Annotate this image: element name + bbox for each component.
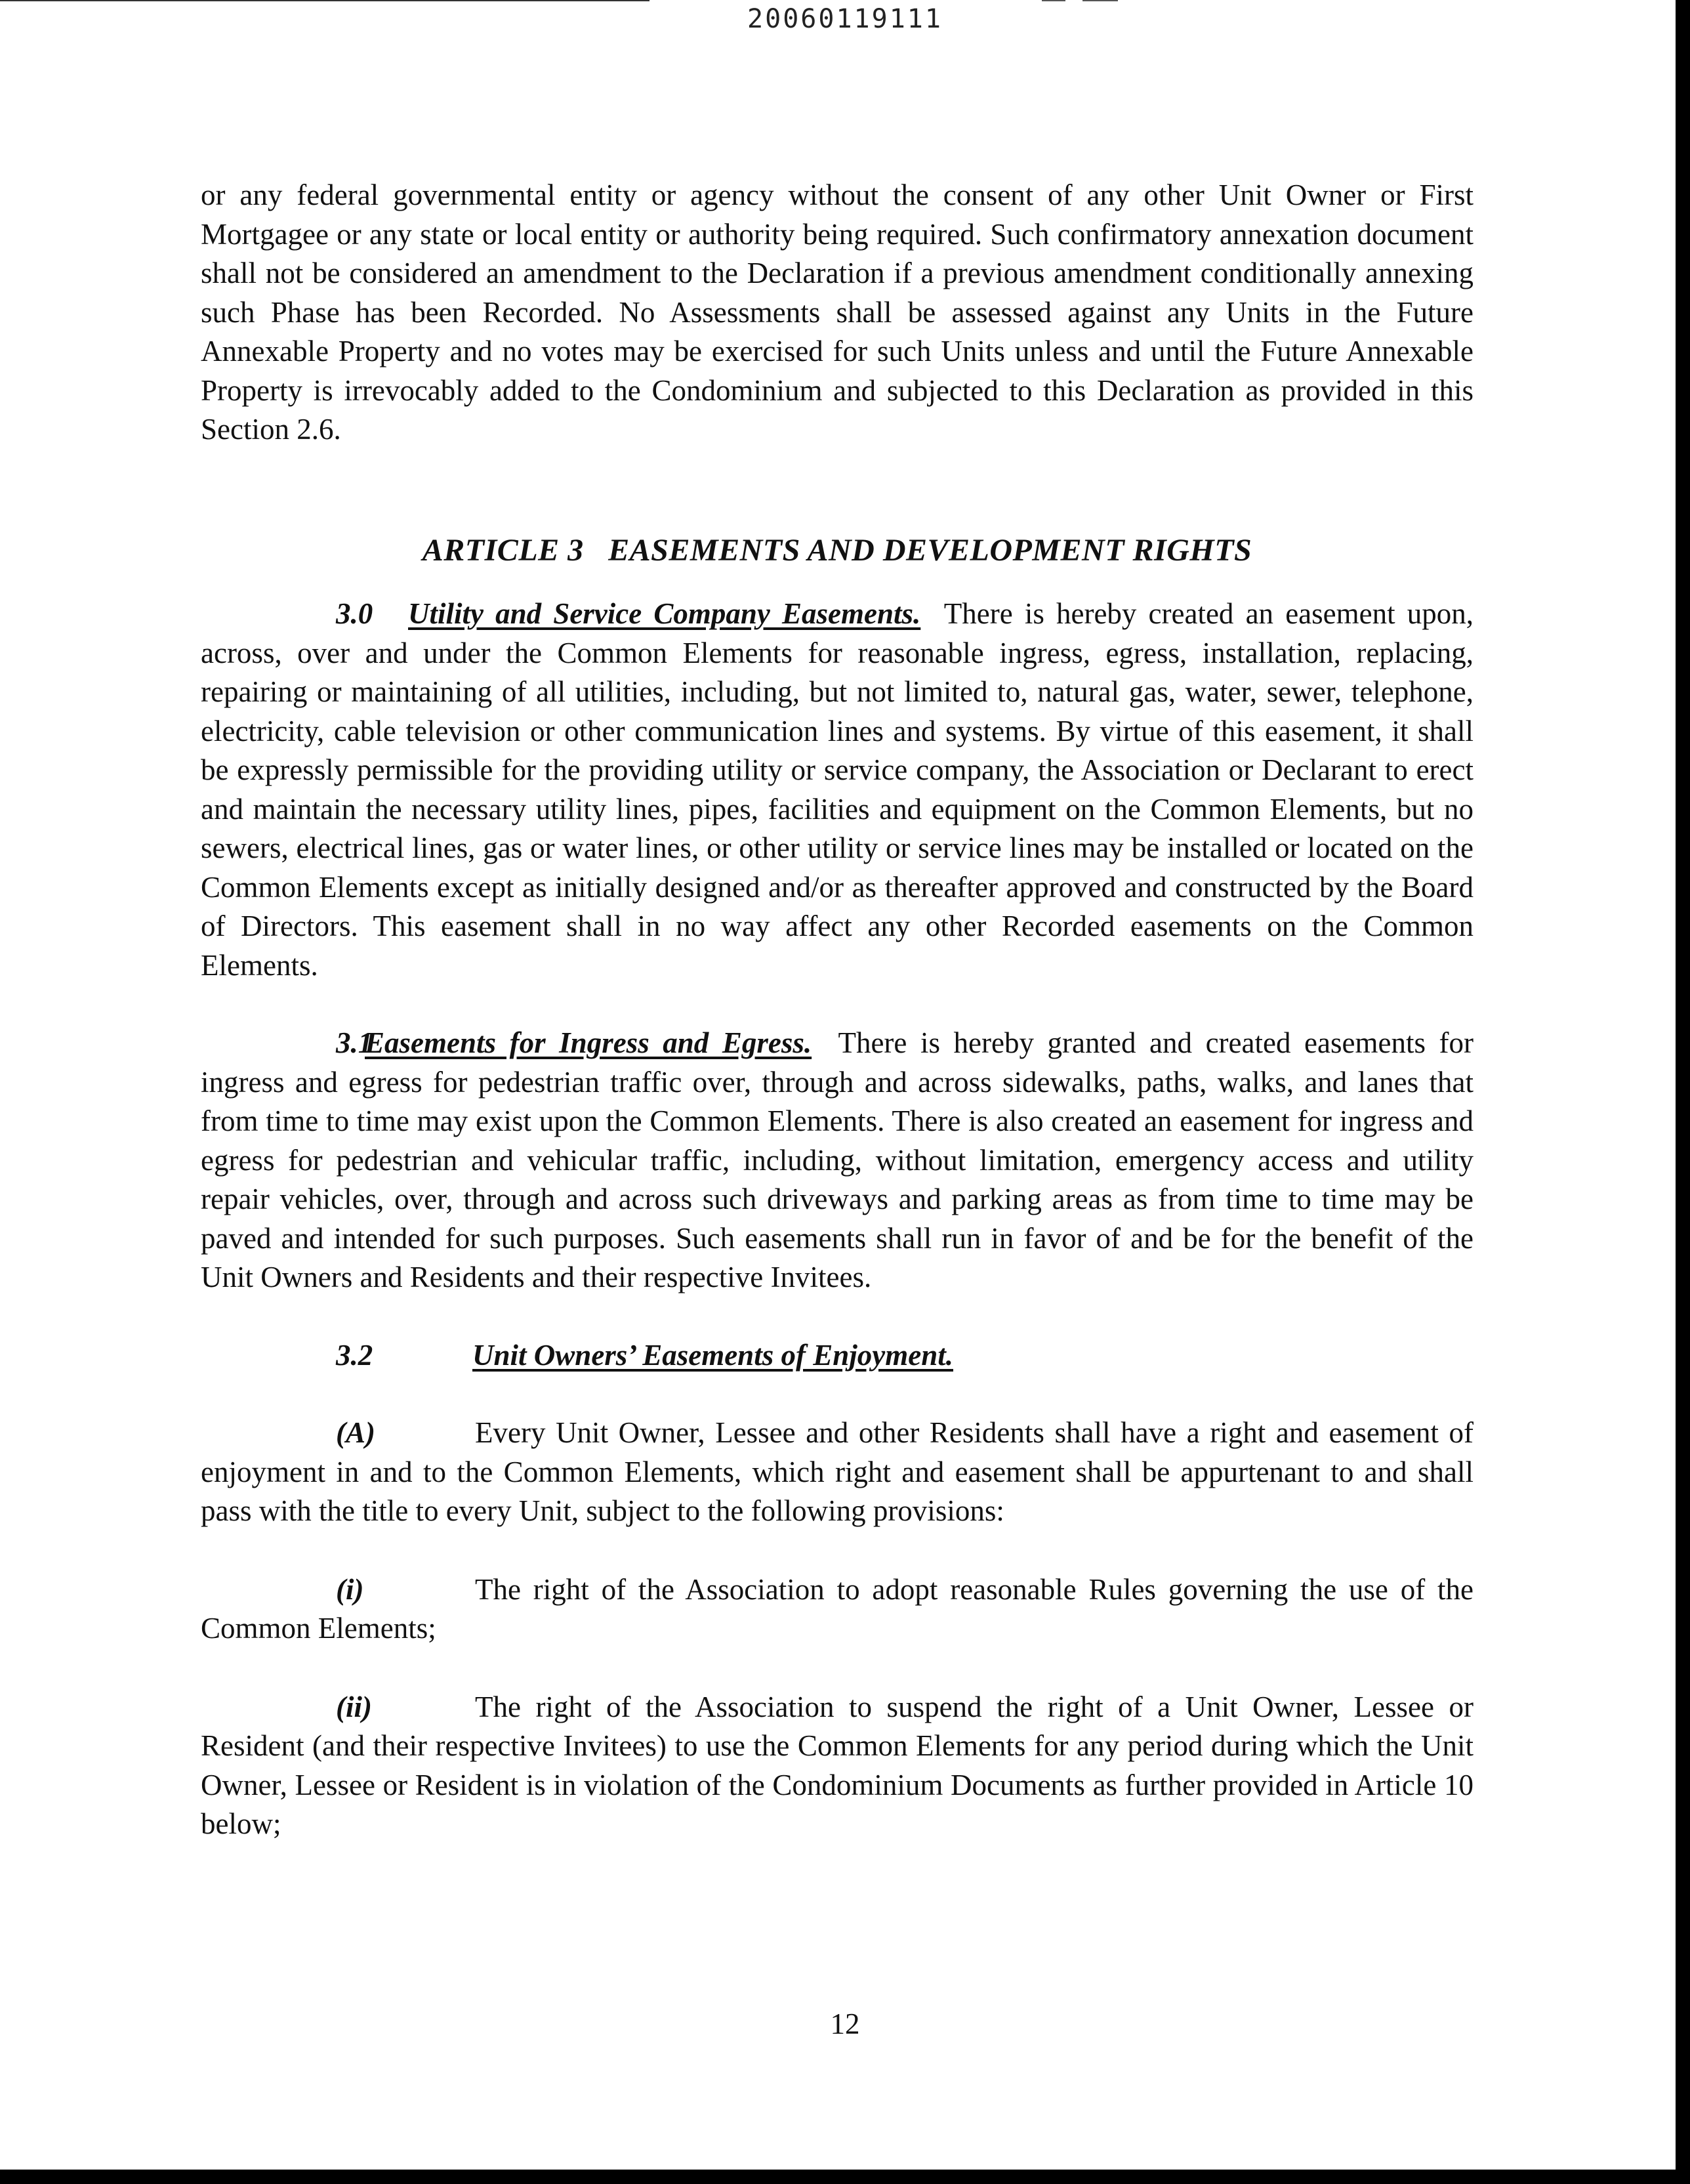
item-label: (i) (336, 1572, 364, 1606)
section-body: There is hereby granted and created easements for ingress and egress for pedestrian traffic over, through and across sidewalks, paths, walks, and lanes that from time to time may exist upon the Common Elements. There is also created an easement for ingress and egress for pedestrian and vehicular traffic, including, without limitation, emergency access and utility repair vehicles, over, through and across such driveways and parking areas as from time to time may be paved and intended for such purposes. Such easements shall run in favor of and be for the benefit of the Unit Owners and Residents and their respective Invitees. (201, 1026, 1474, 1293)
document-number: 20060119111 (747, 4, 943, 34)
scan-mark (1042, 0, 1065, 1)
item-body: The right of the Association to adopt reasonable Rules governing the use of the Common Elements; (201, 1572, 1474, 1645)
document-body (201, 176, 1474, 1844)
intro-paragraph: or any federal governmental entity or agency without the consent of any other Unit Owner or First Mortgagee or any state or local entity or authority being required. Such confirmatory annexation document shall not be considered an amendment to the Declaration if a previous amendment conditionally annexing such Phase has been Recorded. No Assessments shall be assessed against any Units in the Future Annexable Property and no votes may be exercised for such Units unless and until the Future Annexable Property is irrevocably added to the Condominium and subjected to this Declaration as provided in this Section 2.6. (201, 178, 1474, 446)
scan-top-line (0, 0, 649, 1)
section-3-2 (201, 1336, 1474, 1376)
section-title: Utility and Service Company Easements. (408, 597, 921, 630)
section-body: There is hereby created an easement upon, across, over and under the Common Elements for reasonable ingress, egress, installation, replacing, repairing or maintaining of all utilities, including, but not limited to, natural gas, water, sewer, telephone, electricity, cable television or other communication lines and systems. By virtue of this easement, it shall be expressly permissible for the providing utility or service company, the Association or Declarant to erect and maintain the necessary utility lines, pipes, facilities and equipment on the Common Elements, but no sewers, electrical lines, gas or water lines, or other utility or service lines may be installed or located on the Common Elements except as initially designed and/or as thereafter approved and constructed by the Board of Directors. This easement shall in no way affect any other Recorded easements on the Common Elements. (201, 597, 1474, 982)
article-heading: ARTICLE 3 EASEMENTS AND DEVELOPMENT RIGHTS (422, 532, 1252, 568)
item-i (201, 1570, 1474, 1648)
page-number: 12 (830, 2007, 860, 2040)
section-title: Unit Owners’ Easements of Enjoyment. (472, 1338, 953, 1372)
subsection-a (201, 1414, 1474, 1531)
section-3-1 (201, 1024, 1474, 1297)
section-3-0 (201, 595, 1474, 985)
section-number: 3.0 (336, 597, 373, 630)
item-body: The right of the Association to suspend the right of a Unit Owner, Lessee or Resident (and their respective Invitees) to use the Common Elements for any period during which the Unit Owner, Lessee or Resident is in violation of the Condominium Documents as further provided in Article 10 below; (201, 1690, 1474, 1840)
item-ii (201, 1688, 1474, 1844)
item-label: (ii) (336, 1690, 372, 1723)
section-number: 3.2 (336, 1338, 373, 1372)
section-number: 3.1 (336, 1026, 373, 1059)
scan-mark (1082, 0, 1118, 1)
subsection-label: (A) (336, 1416, 375, 1449)
section-title: Easements for Ingress and Egress. (365, 1026, 812, 1059)
page-right-border (1676, 0, 1690, 2184)
page-bottom-border (0, 2170, 1690, 2184)
subsection-body: Every Unit Owner, Lessee and other Residents shall have a right and easement of enjoyment in and to the Common Elements, which right and easement shall be appurtenant to and shall pass with the title to every Unit, subject to the following provisions: (201, 1416, 1474, 1527)
